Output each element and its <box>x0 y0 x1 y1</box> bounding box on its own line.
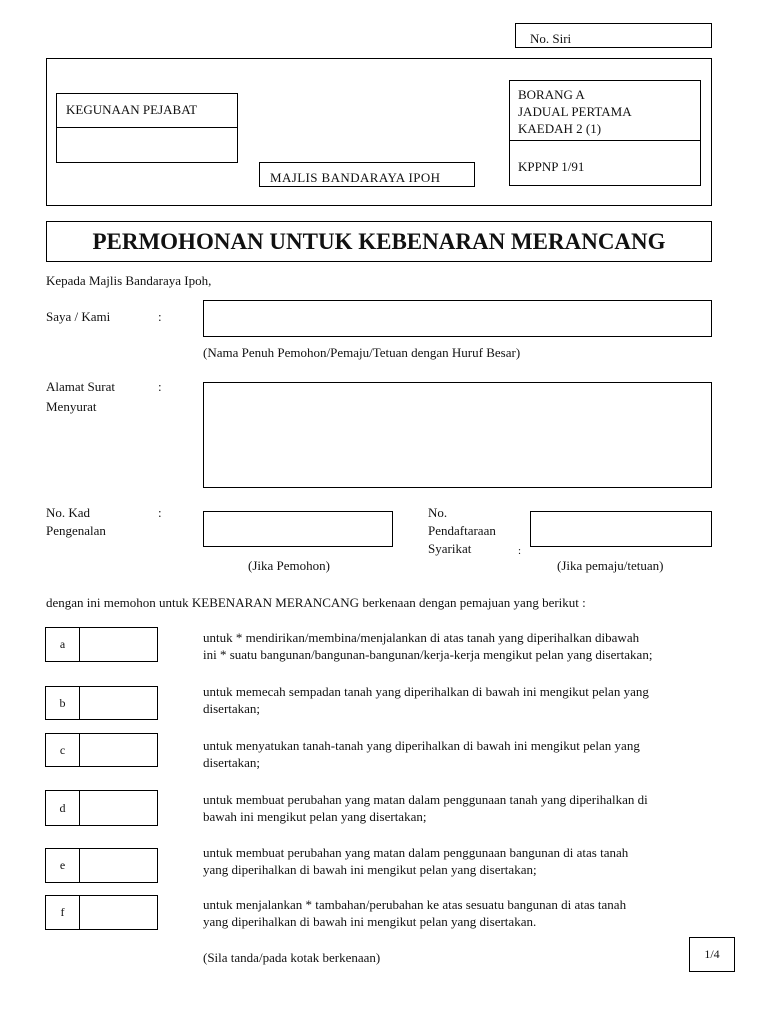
option-e-text-line-1: untuk membuat perubahan yang matan dalam penggunaan bangunan di atas tanah <box>203 845 629 860</box>
option-d-letter: d <box>46 791 80 825</box>
option-b-text-line-1: untuk memecah sempadan tanah yang diperihalkan di bawah ini mengikut pelan yang <box>203 684 649 699</box>
serial-number-label: No. Siri <box>530 31 572 46</box>
option-e-text-line-2: yang diperihalkan di bawah ini mengikut pelan yang disertakan; <box>203 862 537 877</box>
name-colon: : <box>158 309 162 324</box>
reg-label-line-1: No. <box>428 505 448 520</box>
office-use-label: KEGUNAAN PEJABAT <box>66 102 198 117</box>
option-a-text-line-2: ini * suatu bangunan/bangunan-bangunan/kerja-kerja mengikut pelan yang disertakan; <box>203 647 653 662</box>
ic-number-input[interactable] <box>203 511 393 547</box>
option-d-text-line-2: bawah ini mengikut pelan yang disertakan; <box>203 809 427 824</box>
option-a-text-line-1: untuk * mendirikan/membina/menjalankan di atas tanah yang diperihalkan dibawah <box>203 630 640 645</box>
option-a-checkbox[interactable] <box>45 627 158 662</box>
salutation: Kepada Majlis Bandaraya Ipoh, <box>46 273 212 288</box>
option-b-letter: b <box>46 687 80 719</box>
form-line-3: KAEDAH 2 (1) <box>518 121 602 136</box>
form-info-divider <box>510 140 700 141</box>
option-f-text-line-2: yang diperihalkan di bawah ini mengikut pelan yang disertakan. <box>203 914 537 929</box>
ic-label-line-1: No. Kad <box>46 505 91 520</box>
reg-label-line-3: Syarikat <box>428 541 472 556</box>
name-label: Saya / Kami <box>46 309 111 324</box>
form-info-box <box>509 80 701 186</box>
intro-text: dengan ini memohon untuk KEBENARAN MERANCANG berkenaan dengan pemajuan yang berikut : <box>46 595 586 610</box>
council-name-box <box>259 162 475 187</box>
name-input[interactable] <box>203 300 712 337</box>
form-line-2: JADUAL PERTAMA <box>518 104 632 119</box>
address-label-line-2: Menyurat <box>46 399 97 414</box>
address-input[interactable] <box>203 382 712 488</box>
company-reg-input[interactable] <box>530 511 712 547</box>
option-f-text-line-1: untuk menjalankan * tambahan/perubahan ke atas sesuatu bangunan di atas tanah <box>203 897 627 912</box>
option-e-letter: e <box>46 849 80 882</box>
page-number: 1/4 <box>704 947 720 961</box>
option-c-checkbox[interactable] <box>45 733 158 767</box>
form-code: KPPNP 1/91 <box>518 159 585 174</box>
option-b-text-line-2: disertakan; <box>203 701 261 716</box>
office-use-box <box>56 93 238 163</box>
reg-hint: (Jika pemaju/tetuan) <box>557 558 664 573</box>
option-c-letter: c <box>46 734 80 766</box>
address-label-line-1: Alamat Surat <box>46 379 115 394</box>
page-number-box <box>689 937 735 972</box>
address-colon: : <box>158 379 162 394</box>
ic-label-line-2: Pengenalan <box>46 523 106 538</box>
reg-label-line-2: Pendaftaraan <box>428 523 496 538</box>
council-name: MAJLIS BANDARAYA IPOH <box>270 170 441 185</box>
ic-hint: (Jika Pemohon) <box>248 558 330 573</box>
form-line-1: BORANG A <box>518 87 585 102</box>
ic-colon: : <box>158 505 162 520</box>
option-f-letter: f <box>46 896 80 929</box>
option-a-letter: a <box>46 628 80 661</box>
office-use-divider <box>57 127 237 128</box>
option-d-checkbox[interactable] <box>45 790 158 826</box>
page-title: PERMOHONAN UNTUK KEBENARAN MERANCANG <box>46 221 712 262</box>
footer-note: (Sila tanda/pada kotak berkenaan) <box>203 950 381 965</box>
option-e-checkbox[interactable] <box>45 848 158 883</box>
name-hint: (Nama Penuh Pemohon/Pemaju/Tetuan dengan Huruf Besar) <box>203 345 521 360</box>
option-c-text-line-1: untuk menyatukan tanah-tanah yang diperihalkan di bawah ini mengikut pelan yang <box>203 738 640 753</box>
reg-colon: : <box>518 545 522 557</box>
serial-number-box[interactable] <box>515 23 712 48</box>
option-f-checkbox[interactable] <box>45 895 158 930</box>
option-c-text-line-2: disertakan; <box>203 755 261 770</box>
option-b-checkbox[interactable] <box>45 686 158 720</box>
option-d-text-line-1: untuk membuat perubahan yang matan dalam penggunaan tanah yang diperihalkan di <box>203 792 648 807</box>
